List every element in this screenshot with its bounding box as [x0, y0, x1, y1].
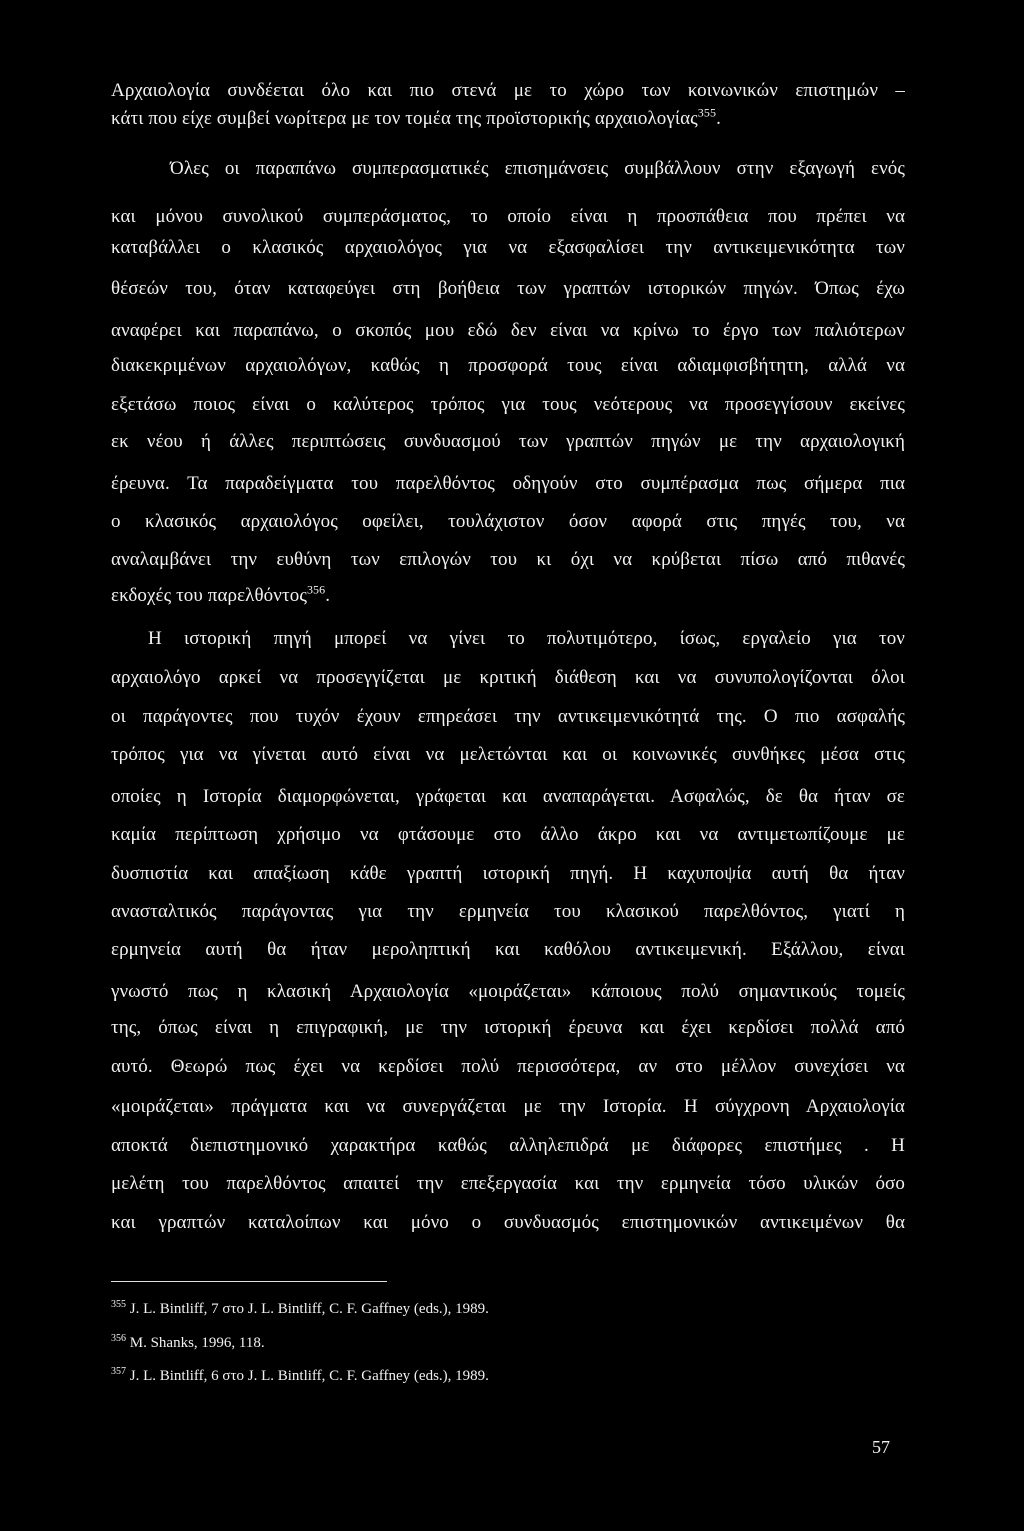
body-line [111, 107, 905, 131]
body-line: οι παράγοντες που τυχόν έχουν επηρεάσει την αντικειμενικότητά της. Ο πιο ασφαλής [111, 706, 905, 727]
body-line-text: κάτι που είχε συμβεί νωρίτερα με τον τομέα της προϊστορικής αρχαιολογίας [111, 108, 698, 129]
body-line: αναφέρει και παραπάνω, ο σκοπός μου εδώ δεν είναι να κρίνω το έργο των παλιότερων [111, 320, 905, 341]
body-line: αποκτά διεπιστημονικό χαρακτήρα καθώς αλληλεπιδρά με διάφορες επιστήμες . Η [111, 1135, 905, 1156]
footnote-356 [111, 1333, 265, 1353]
footnote-mark: 356 [111, 1333, 126, 1344]
body-line: και γραπτών καταλοίπων και μόνο ο συνδυασμός επιστημονικών αντικειμένων θα [111, 1212, 905, 1233]
body-line [111, 584, 905, 608]
body-line: ανασταλτικός παράγοντας για την ερμηνεία του κλασικού παρελθόντος, γιατί η [111, 901, 905, 922]
footnote-mark: 355 [111, 1299, 126, 1310]
page-number: 57 [872, 1437, 890, 1457]
body-line: Όλες οι παραπάνω συμπερασματικές επισημάνσεις συμβάλλουν στην εξαγωγή ενός [170, 158, 905, 179]
body-line: εκ νέου ή άλλες περιπτώσεις συνδυασμού των γραπτών πηγών με την αρχαιολογική [111, 431, 905, 452]
body-line: αρχαιολόγο αρκεί να προσεγγίζεται με κριτική διάθεση και να συνυπολογίζονται όλοι [111, 667, 905, 688]
body-line-tail: . [325, 585, 331, 606]
body-line: ερμηνεία αυτή θα ήταν μεροληπτική και καθόλου αντικειμενική. Εξάλλου, είναι [111, 939, 905, 960]
body-line: «μοιράζεται» πράγματα και να συνεργάζεται με την Ιστορία. Η σύγχρονη Αρχαιολογία [111, 1096, 905, 1117]
footnote-mark: 357 [111, 1366, 126, 1377]
body-line: καμία περίπτωση χρήσιμο να φτάσουμε στο άλλο άκρο και να αντιμετωπίζουμε με [111, 824, 905, 845]
footnote-355 [111, 1299, 489, 1319]
footnote-ref-356: 356 [306, 582, 326, 597]
body-line: δυσπιστία και απαξίωση κάθε γραπτή ιστορική πηγή. Η καχυποψία αυτή θα ήταν [111, 863, 905, 884]
body-line: καταβάλλει ο κλασικός αρχαιολόγος για να εξασφαλίσει την αντικειμενικότητα των [111, 237, 905, 258]
body-line: Αρχαιολογία συνδέεται όλο και πιο στενά με το χώρο των κοινωνικών επιστημών – [111, 80, 905, 101]
footnote-ref-355: 355 [697, 105, 717, 120]
body-line: της, όπως είναι η επιγραφική, με την ιστορική έρευνα και έχει κερδίσει πολλά από [111, 1017, 905, 1038]
body-line: και μόνου συνολικού συμπεράσματος, το οποίο είναι η προσπάθεια που πρέπει να [111, 206, 905, 227]
body-line-tail: . [716, 108, 721, 129]
body-line: έρευνα. Τα παραδείγματα του παρελθόντος οδηγούν στο συμπέρασμα πως σήμερα πια [111, 473, 905, 494]
footnote-357 [111, 1366, 489, 1386]
footnote-text: M. Shanks, 1996, 118. [126, 1335, 265, 1351]
footnote-text: J. L. Bintliff, 7 στο J. L. Bintliff, C. F. Gaffney (eds.), 1989. [126, 1301, 489, 1317]
footnote-text: J. L. Bintliff, 6 στο J. L. Bintliff, C. F. Gaffney (eds.), 1989. [126, 1368, 489, 1384]
body-line: διακεκριμένων αρχαιολόγων, καθώς η προσφορά τους είναι αδιαμφισβήτητη, αλλά να [111, 355, 905, 376]
footnote-separator [111, 1281, 387, 1282]
body-line: γνωστό πως η κλασική Αρχαιολογία «μοιράζεται» κάποιους πολύ σημαντικούς τομείς [111, 981, 905, 1002]
body-line-text: εκδοχές του παρελθόντος [111, 585, 307, 606]
body-line: εξετάσω ποιος είναι ο καλύτερος τρόπος για τους νεότερους να προσεγγίσουν εκείνες [111, 394, 905, 415]
body-line: οποίες η Ιστορία διαμορφώνεται, γράφεται και αναπαράγεται. Ασφαλώς, δε θα ήταν σε [111, 786, 905, 807]
body-line: αναλαμβάνει την ευθύνη των επιλογών του κι όχι να κρύβεται πίσω από πιθανές [111, 549, 905, 570]
body-line: θέσεών του, όταν καταφεύγει στη βοήθεια των γραπτών ιστορικών πηγών. Όπως έχω [111, 278, 905, 299]
body-line: Η ιστορική πηγή μπορεί να γίνει το πολυτιμότερο, ίσως, εργαλείο για τον [148, 628, 905, 649]
body-line: μελέτη του παρελθόντος απαιτεί την επεξεργασία και την ερμηνεία τόσο υλικών όσο [111, 1173, 905, 1194]
body-line: τρόπος για να γίνεται αυτό είναι να μελετώνται και οι κοινωνικές συνθήκες μέσα στις [111, 744, 905, 765]
body-line: ο κλασικός αρχαιολόγος οφείλει, τουλάχιστον όσον αφορά στις πηγές του, να [111, 511, 905, 532]
body-line: αυτό. Θεωρώ πως έχει να κερδίσει πολύ περισσότερα, αν στο μέλλον συνεχίσει να [111, 1056, 905, 1077]
